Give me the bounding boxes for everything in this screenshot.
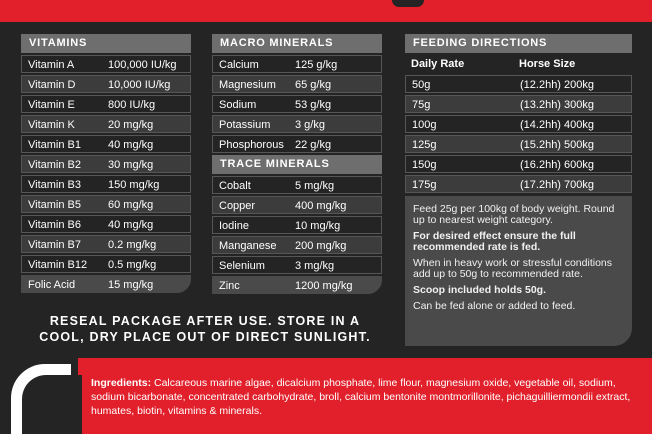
trace-mineral-row-value: 1200 mg/kg xyxy=(295,280,353,292)
vitamin-row-name: Vitamin B6 xyxy=(28,219,81,231)
macro-mineral-row xyxy=(212,115,382,133)
feeding-note-body-weight: Feed 25g per 100kg of body weight. Round up to nearest weight category. xyxy=(413,203,615,226)
macro-mineral-row xyxy=(212,75,382,93)
feeding-row-name: 50g xyxy=(412,79,431,91)
horse-size-column-header: Horse Size xyxy=(519,58,576,70)
trace-mineral-row-value: 3 mg/kg xyxy=(295,260,335,272)
minerals-table xyxy=(212,34,382,296)
trace-minerals-rows xyxy=(212,176,382,294)
feeding-note-fed-alone: Can be fed alone or added to feed. xyxy=(413,300,576,312)
vitamins-table xyxy=(21,34,191,295)
vitamin-row-value: 30 mg/kg xyxy=(108,159,154,171)
vitamin-row-value: 20 mg/kg xyxy=(108,119,154,131)
vitamin-row-value: 15 mg/kg xyxy=(108,279,154,291)
feeding-row xyxy=(405,155,632,173)
ingredients-label: Ingredients: xyxy=(91,377,152,389)
trace-mineral-row-name: Selenium xyxy=(219,260,265,272)
top-notch xyxy=(392,0,424,7)
vitamin-row-name: Vitamin K xyxy=(28,119,75,131)
feeding-row xyxy=(405,75,632,93)
feeding-row-value: (16.2hh) 600kg xyxy=(520,159,594,171)
trace-mineral-row xyxy=(212,196,382,214)
macro-mineral-row-value: 65 g/kg xyxy=(295,79,332,91)
macro-mineral-row-value: 125 g/kg xyxy=(295,59,338,71)
macro-mineral-row xyxy=(212,55,382,73)
vitamin-row-name: Vitamin B7 xyxy=(28,239,81,251)
vitamin-row xyxy=(21,275,191,293)
vitamin-row-name: Vitamin D xyxy=(28,79,76,91)
storage-line-1: RESEAL PACKAGE AFTER USE. STORE IN A xyxy=(49,314,361,328)
macro-mineral-row-value: 53 g/kg xyxy=(295,99,332,111)
macro-mineral-row-name: Calcium xyxy=(219,59,259,71)
vitamin-row-value: 60 mg/kg xyxy=(108,199,154,211)
vitamin-row xyxy=(21,255,191,273)
vitamin-row-name: Vitamin B1 xyxy=(28,139,81,151)
vitamin-row xyxy=(21,155,191,173)
vitamin-row-name: Vitamin E xyxy=(28,99,75,111)
trace-minerals-header: TRACE MINERALS xyxy=(212,155,382,174)
vitamin-row xyxy=(21,215,191,233)
feeding-row-name: 100g xyxy=(412,119,437,131)
feeding-note-full-rate: For desired effect ensure the full recommended rate is fed. xyxy=(413,230,576,253)
trace-mineral-row-value: 10 mg/kg xyxy=(295,220,341,232)
feeding-rows xyxy=(405,75,632,193)
feeding-row-name: 150g xyxy=(412,159,437,171)
macro-mineral-row-name: Potassium xyxy=(219,119,271,131)
trace-mineral-row-name: Cobalt xyxy=(219,180,251,192)
trace-mineral-row-value: 400 mg/kg xyxy=(295,200,347,212)
macro-minerals-rows xyxy=(212,55,382,153)
vitamin-row xyxy=(21,175,191,193)
macro-mineral-row-name: Sodium xyxy=(219,99,257,111)
vitamin-row-value: 40 mg/kg xyxy=(108,219,154,231)
ingredients-list: Calcareous marine algae, dicalcium phosphate, lime flour, magnesium oxide, vegetable oil, sodium, sodium bicarbonate, concentrated carbohydrate, broll, calcium bentonite montmorillonite, pichaguilliermondii extract, humates, biotin, vitamins & minerals. xyxy=(91,377,631,417)
feeding-row xyxy=(405,115,632,133)
vitamin-row xyxy=(21,135,191,153)
macro-mineral-row-value: 22 g/kg xyxy=(295,139,332,151)
feeding-notes xyxy=(405,196,632,346)
feeding-row-value: (17.2hh) 700kg xyxy=(520,179,594,191)
feeding-row-value: (14.2hh) 400kg xyxy=(520,119,594,131)
macro-mineral-row-name: Magnesium xyxy=(219,79,276,91)
storage-line-2: COOL, DRY PLACE OUT OF DIRECT SUNLIGHT. xyxy=(39,330,371,344)
vitamin-row-name: Vitamin B3 xyxy=(28,179,81,191)
feeding-row-name: 175g xyxy=(412,179,437,191)
vitamin-row-name: Folic Acid xyxy=(28,279,76,291)
vitamin-row-value: 0.2 mg/kg xyxy=(108,239,157,251)
feeding-note-scoop: Scoop included holds 50g. xyxy=(413,284,547,296)
vitamin-row xyxy=(21,95,191,113)
trace-mineral-row-name: Copper xyxy=(219,200,256,212)
feeding-row-name: 75g xyxy=(412,99,431,111)
macro-minerals-header: MACRO MINERALS xyxy=(212,34,382,53)
vitamin-row-value: 40 mg/kg xyxy=(108,139,154,151)
vitamin-row-name: Vitamin B2 xyxy=(28,159,81,171)
feeding-row xyxy=(405,135,632,153)
feeding-row-value: (13.2hh) 300kg xyxy=(520,99,594,111)
feeding-note-heavy-work: When in heavy work or stressful conditions add up to 50g to recommended rate. xyxy=(413,257,613,280)
trace-mineral-row-name: Zinc xyxy=(219,280,240,292)
vitamin-row-value: 800 IU/kg xyxy=(108,99,156,111)
vitamins-rows xyxy=(21,55,191,293)
vitamin-row-name: Vitamin B5 xyxy=(28,199,81,211)
trace-mineral-row xyxy=(212,256,382,274)
vitamin-row-value: 10,000 IU/kg xyxy=(108,79,171,91)
trace-mineral-row-name: Iodine xyxy=(219,220,249,232)
vitamin-row xyxy=(21,75,191,93)
feeding-row-value: (12.2hh) 200kg xyxy=(520,79,594,91)
vitamin-row-name: Vitamin A xyxy=(28,59,75,71)
trace-mineral-row xyxy=(212,176,382,194)
trace-mineral-row-value: 200 mg/kg xyxy=(295,240,347,252)
feeding-row xyxy=(405,175,632,193)
vitamins-header: VITAMINS xyxy=(21,34,191,53)
trace-mineral-row-value: 5 mg/kg xyxy=(295,180,335,192)
trace-mineral-row xyxy=(212,276,382,294)
trace-mineral-row-name: Manganese xyxy=(219,240,277,252)
feeding-row xyxy=(405,95,632,113)
corner-curve-inner xyxy=(22,375,82,434)
trace-mineral-row xyxy=(212,236,382,254)
ingredients-band xyxy=(0,358,652,434)
macro-mineral-row xyxy=(212,95,382,113)
vitamin-row-value: 150 mg/kg xyxy=(108,179,160,191)
macro-mineral-row-name: Phosphorous xyxy=(219,139,284,151)
feeding-directions-table xyxy=(405,34,632,195)
feeding-row-value: (15.2hh) 500kg xyxy=(520,139,594,151)
vitamin-row xyxy=(21,55,191,73)
top-red-band xyxy=(0,0,652,22)
vitamin-row-name: Vitamin B12 xyxy=(28,259,88,271)
macro-mineral-row xyxy=(212,135,382,153)
ingredients-text xyxy=(91,376,646,418)
storage-instructions xyxy=(24,313,386,345)
vitamin-row xyxy=(21,195,191,213)
macro-mineral-row-value: 3 g/kg xyxy=(295,119,325,131)
trace-mineral-row xyxy=(212,216,382,234)
feeding-column-headers xyxy=(405,55,632,73)
vitamin-row-value: 100,000 IU/kg xyxy=(108,59,177,71)
vitamin-row xyxy=(21,115,191,133)
feeding-header: FEEDING DIRECTIONS xyxy=(405,34,632,53)
vitamin-row-value: 0.5 mg/kg xyxy=(108,259,157,271)
feeding-row-name: 125g xyxy=(412,139,437,151)
vitamin-row xyxy=(21,235,191,253)
daily-rate-column-header: Daily Rate xyxy=(411,58,465,70)
